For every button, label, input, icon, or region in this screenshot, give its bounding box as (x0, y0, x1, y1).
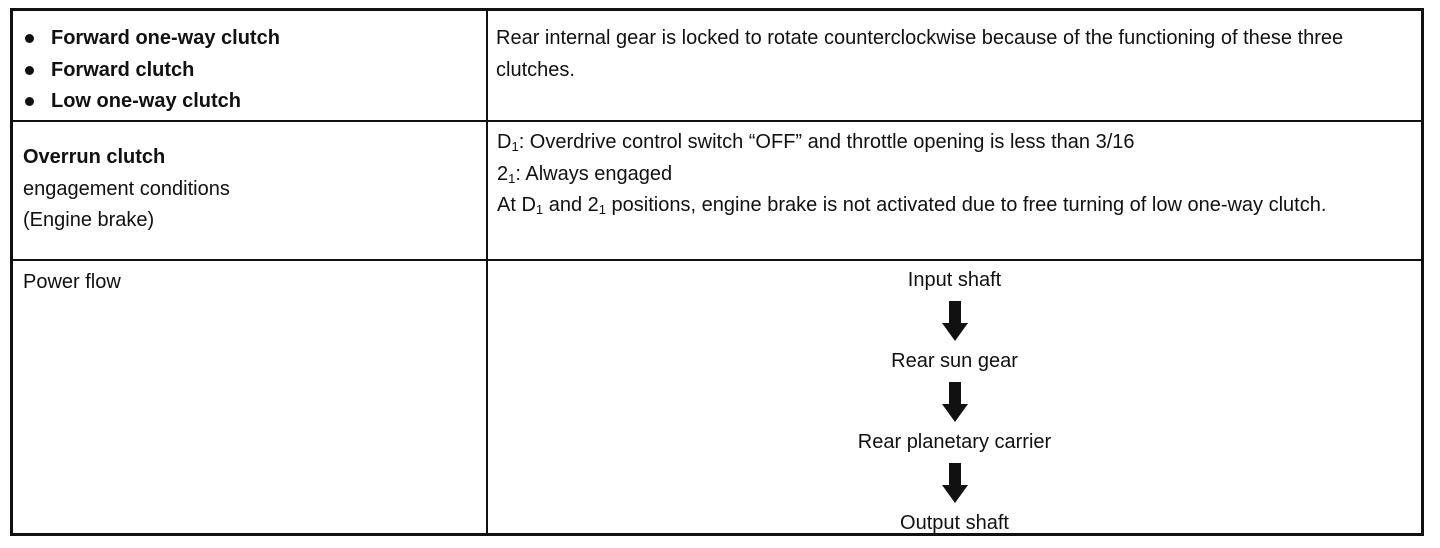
flow-step: Output shaft (900, 512, 1009, 534)
flow-arrow (488, 377, 1421, 427)
description-text: Rear internal gear is locked to rotate counterclockwise because of the functioning of these three clutches. (496, 27, 1344, 81)
note-subscript-1: 1 (535, 202, 544, 217)
overrun-title: Overrun clutch (23, 146, 166, 168)
description-cell (488, 11, 1421, 120)
d1-condition (497, 127, 1401, 159)
flow-arrow (488, 296, 1421, 346)
table-row (13, 122, 1421, 261)
note-subscript-2: 1 (598, 202, 606, 217)
two1-number: 2 (497, 162, 509, 185)
engagement-conditions-cell (488, 122, 1421, 259)
clutch-list (13, 11, 486, 118)
bullet-icon (25, 97, 34, 106)
engine-brake-note (497, 190, 1401, 222)
clutch-list-cell (13, 11, 488, 120)
list-item-label: Forward clutch (51, 58, 195, 81)
bullet-icon (25, 66, 34, 75)
overrun-note: (Engine brake) (23, 209, 155, 231)
list-item-label: Low one-way clutch (51, 90, 242, 112)
two1-text: : Always engaged (515, 162, 673, 185)
bullet-icon (25, 34, 34, 43)
note-rest: positions, engine brake is not activated due to free turning of low one-way clutch. (605, 194, 1327, 216)
power-flow-diagram (488, 265, 1421, 539)
list-item (23, 55, 486, 87)
table-row (13, 261, 1421, 533)
d1-text: : Overdrive control switch “OFF” and throttle opening is less than 3/16 (518, 131, 1135, 153)
overrun-subtitle: engagement conditions (23, 177, 230, 200)
flow-step: Input shaft (907, 269, 1002, 291)
flow-step: Rear sun gear (891, 350, 1018, 372)
d1-subscript: 1 (511, 139, 519, 154)
clutch-table (10, 8, 1424, 536)
table-row (13, 11, 1421, 122)
power-flow-diagram-cell (488, 261, 1421, 533)
power-flow-label: Power flow (23, 271, 121, 293)
down-arrow-icon (942, 301, 968, 341)
flow-arrow (488, 458, 1421, 508)
note-and: and 2 (543, 194, 599, 216)
list-item (23, 23, 486, 55)
two1-subscript: 1 (508, 170, 516, 186)
down-arrow-icon (942, 463, 968, 503)
note-prefix: At D (497, 194, 536, 216)
down-arrow-icon (942, 382, 968, 422)
overrun-label-cell (13, 122, 488, 259)
two1-condition (497, 159, 1401, 191)
list-item-label: Forward one-way clutch (51, 27, 280, 49)
d1-letter: D (497, 131, 512, 153)
flow-step: Rear planetary carrier (857, 431, 1052, 453)
power-flow-label-cell (13, 261, 488, 533)
list-item (23, 86, 486, 118)
